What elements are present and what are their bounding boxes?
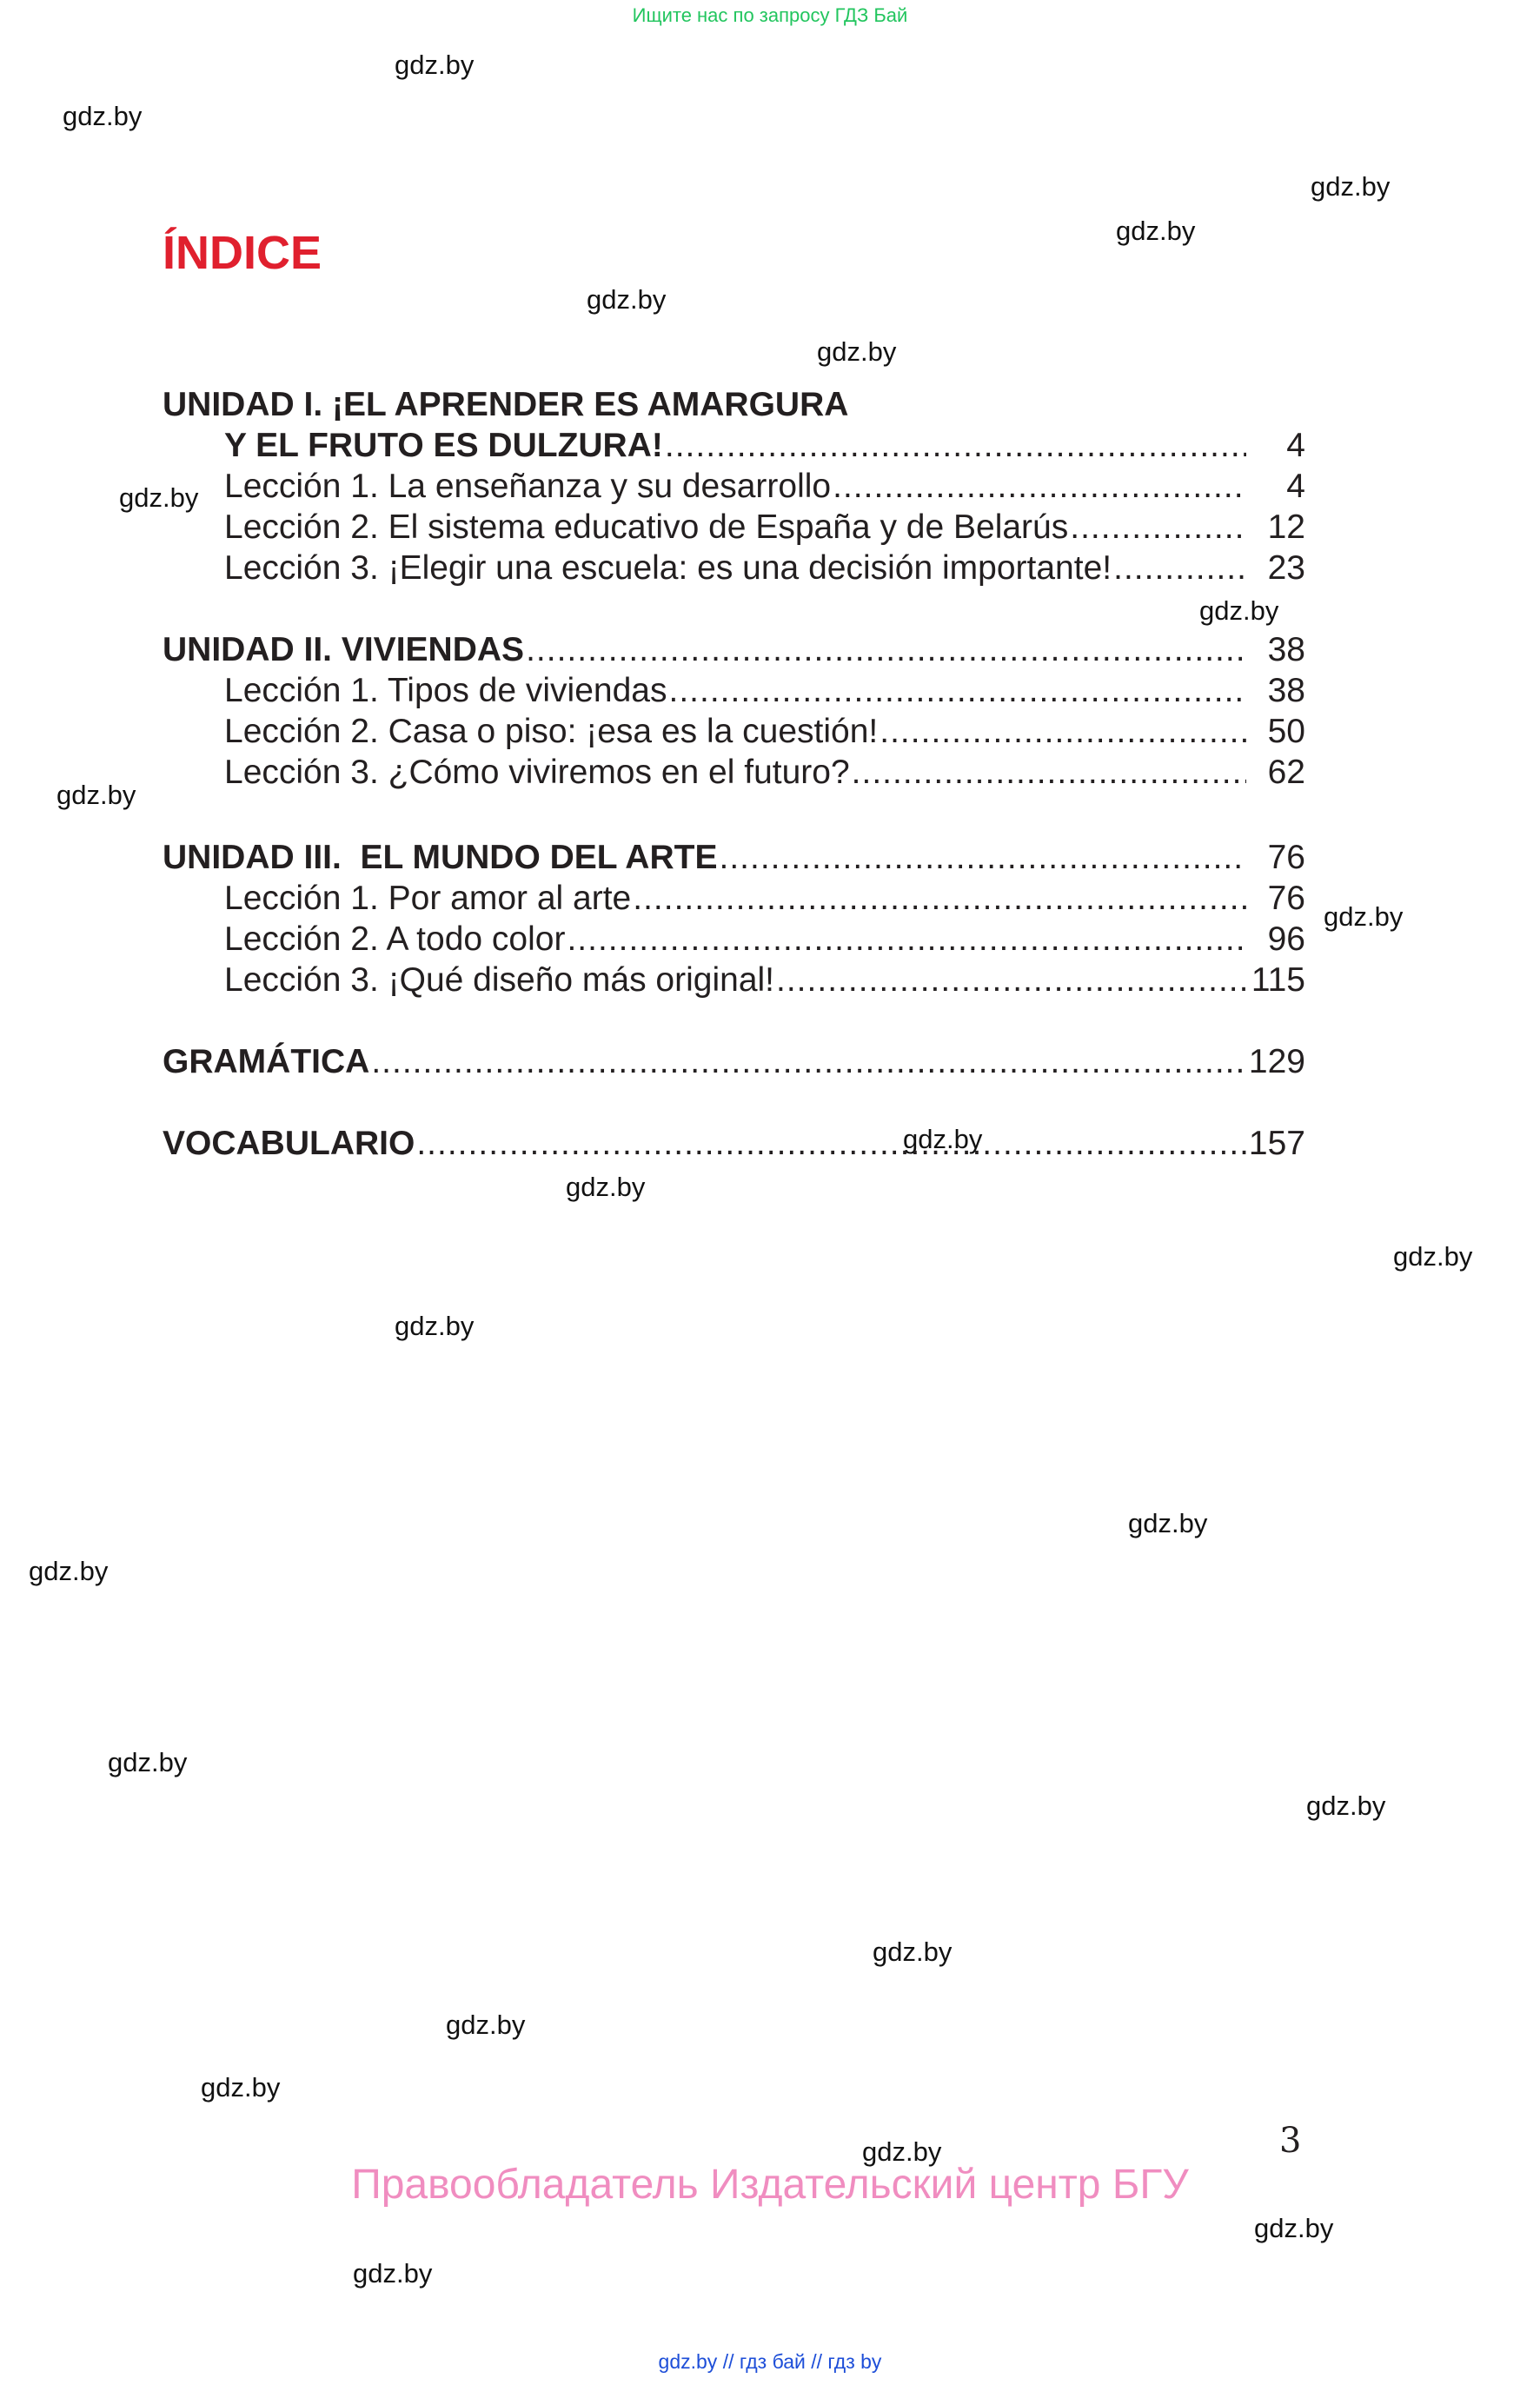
leader-dots bbox=[371, 1041, 1246, 1082]
toc-unit-label: UNIDAD III. EL MUNDO DEL ARTE bbox=[163, 839, 718, 876]
toc-lesson-label: Lección 3. ¡Qué diseño más original! bbox=[224, 961, 775, 999]
toc-lesson-entry[interactable] bbox=[163, 960, 1305, 1000]
watermark: gdz.by bbox=[395, 1311, 475, 1341]
bottom-links[interactable]: gdz.by // гдз бай // гдз by bbox=[658, 2350, 882, 2373]
toc-lesson-entry[interactable] bbox=[163, 466, 1305, 507]
toc-section-label: VOCABULARIO bbox=[163, 1125, 415, 1162]
toc-page-number: 115 bbox=[1251, 961, 1305, 999]
toc-page-number: 96 bbox=[1267, 920, 1305, 958]
watermark: gdz.by bbox=[873, 1937, 953, 1967]
leader-dots bbox=[776, 960, 1246, 1000]
watermark: gdz.by bbox=[1128, 1508, 1208, 1538]
toc-lesson-label: Lección 2. A todo color bbox=[224, 920, 566, 958]
toc-unit-1-heading bbox=[163, 384, 1305, 425]
toc-lesson-label: Lección 1. La enseñanza y su desarrollo bbox=[224, 468, 832, 505]
copyright-notice: Правообладатель Издательский центр БГУ bbox=[351, 2162, 1189, 2208]
watermark: gdz.by bbox=[566, 1172, 646, 1202]
toc-lesson-entry[interactable] bbox=[163, 670, 1305, 711]
leader-dots bbox=[719, 837, 1246, 878]
toc-lesson-label: Lección 3. ¡Elegir una escuela: es una decisión importante! bbox=[224, 549, 1112, 587]
watermark: gdz.by bbox=[1306, 1790, 1386, 1821]
toc-lesson-label: Lección 2. El sistema educativo de España y de Belarús bbox=[224, 508, 1069, 546]
toc-page-number: 129 bbox=[1248, 1043, 1305, 1080]
toc-unit-3-entry[interactable] bbox=[163, 837, 1305, 878]
toc-page-number: 76 bbox=[1267, 839, 1305, 876]
leader-dots bbox=[1113, 548, 1246, 588]
leader-dots bbox=[633, 878, 1246, 919]
watermark: gdz.by bbox=[353, 2258, 433, 2289]
watermark: gdz.by bbox=[903, 1124, 983, 1154]
leader-dots bbox=[416, 1123, 1246, 1164]
top-banner[interactable]: Ищите нас по запросу ГДЗ Бай bbox=[632, 4, 908, 26]
watermark: gdz.by bbox=[862, 2136, 942, 2167]
watermark: gdz.by bbox=[119, 482, 199, 513]
toc-page-number: 4 bbox=[1286, 427, 1305, 464]
watermark: gdz.by bbox=[1393, 1241, 1473, 1272]
watermark: gdz.by bbox=[56, 780, 136, 810]
toc-page-number: 157 bbox=[1248, 1125, 1305, 1162]
leader-dots bbox=[833, 466, 1246, 507]
watermark: gdz.by bbox=[63, 101, 143, 131]
toc-unit-1-entry[interactable] bbox=[163, 425, 1305, 466]
toc-vocabulary-entry[interactable] bbox=[163, 1123, 1305, 1164]
watermark: gdz.by bbox=[1311, 171, 1391, 202]
toc-page-number: 23 bbox=[1267, 549, 1305, 587]
toc-lesson-entry[interactable] bbox=[163, 919, 1305, 960]
toc-lesson-entry[interactable] bbox=[163, 507, 1305, 548]
watermark: gdz.by bbox=[108, 1747, 188, 1777]
leader-dots bbox=[567, 919, 1246, 960]
leader-dots bbox=[852, 752, 1246, 793]
watermark: gdz.by bbox=[446, 2010, 526, 2040]
toc-grammar-entry[interactable] bbox=[163, 1041, 1305, 1082]
toc-unit-label: UNIDAD I. ¡EL APRENDER ES AMARGURA bbox=[163, 386, 849, 423]
leader-dots bbox=[880, 711, 1246, 752]
toc-lesson-entry[interactable] bbox=[163, 878, 1305, 919]
toc-page-number: 76 bbox=[1267, 880, 1305, 917]
leader-dots bbox=[526, 629, 1246, 670]
toc-lesson-entry[interactable] bbox=[163, 711, 1305, 752]
toc-unit-label: Y EL FRUTO ES DULZURA! bbox=[224, 427, 663, 464]
toc-lesson-label: Lección 3. ¿Cómo viviremos en el futuro? bbox=[224, 754, 850, 791]
toc-page-number: 62 bbox=[1267, 754, 1305, 791]
watermark: gdz.by bbox=[1116, 216, 1196, 246]
watermark: gdz.by bbox=[587, 284, 667, 315]
toc-lesson-label: Lección 2. Casa o piso: ¡esa es la cuestión! bbox=[224, 713, 879, 750]
toc-page-number: 4 bbox=[1286, 468, 1305, 505]
watermark: gdz.by bbox=[395, 50, 475, 80]
watermark: gdz.by bbox=[817, 336, 897, 367]
watermark: gdz.by bbox=[1199, 595, 1279, 626]
toc-unit-2-entry[interactable] bbox=[163, 629, 1305, 670]
toc-lesson-entry[interactable] bbox=[163, 752, 1305, 793]
toc-lesson-label: Lección 1. Tipos de viviendas bbox=[224, 672, 667, 709]
toc-unit-label: UNIDAD II. VIVIENDAS bbox=[163, 631, 525, 668]
watermark: gdz.by bbox=[1324, 901, 1404, 932]
leader-dots bbox=[668, 670, 1246, 711]
leader-dots bbox=[665, 425, 1246, 466]
watermark: gdz.by bbox=[201, 2072, 281, 2103]
toc-page-number: 50 bbox=[1267, 713, 1305, 750]
toc-page-number: 38 bbox=[1267, 631, 1305, 668]
toc-page-number: 12 bbox=[1267, 508, 1305, 546]
watermark: gdz.by bbox=[1254, 2213, 1334, 2243]
watermark: gdz.by bbox=[29, 1556, 109, 1586]
toc-page-number: 38 bbox=[1267, 672, 1305, 709]
toc-lesson-label: Lección 1. Por amor al arte bbox=[224, 880, 632, 917]
toc-section-label: GRAMÁTICA bbox=[163, 1043, 370, 1080]
toc-lesson-entry[interactable] bbox=[163, 548, 1305, 588]
leader-dots bbox=[1070, 507, 1246, 548]
page-number: 3 bbox=[1279, 2121, 1302, 2161]
page-title: ÍNDICE bbox=[163, 227, 322, 279]
